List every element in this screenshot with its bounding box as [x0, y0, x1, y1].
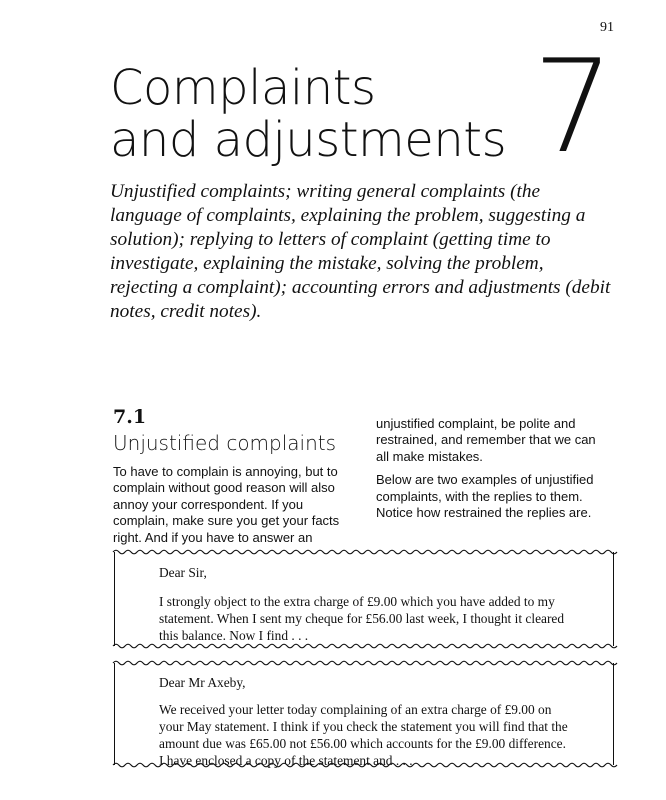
- section-paragraph-left: To have to complain is annoying, but to complain without good reason will also annoy your correspondent. If you complain, make sure you get your facts right. And if you have to answer an: [113, 464, 340, 545]
- letter-greeting: Dear Mr Axeby,: [159, 675, 246, 690]
- letter-body: I strongly object to the extra charge of £9.00 which you have added to my statement. When I sent my cheque for £56.00 last week, I thought it cleared this balance. Now I find . . .: [159, 594, 565, 643]
- page-number: 91: [600, 20, 614, 35]
- chapter-number: 7: [532, 33, 614, 182]
- letter-excerpt-complaint: [114, 552, 614, 646]
- torn-edge-top: [113, 548, 615, 556]
- chapter-summary: Unjustified complaints; writing general complaints (the language of complaints, explaining the problem, suggesting a solution); replying to letters of complaint (getting time to investigate, explaining the mistake, solving the problem, rejecting a complaint); accounting errors and adjustments (debit notes, credit notes).: [110, 181, 611, 322]
- letter-excerpt-reply: [114, 663, 614, 768]
- section-column-right: [376, 416, 611, 521]
- letter-greeting: Dear Sir,: [159, 565, 207, 580]
- torn-edge-bottom: [113, 642, 615, 650]
- chapter-title-line-1: Complaints: [110, 60, 376, 116]
- section-paragraph-right-2: Below are two examples of unjustified complaints, with the replies to them. Notice how restrained the replies are.: [376, 472, 594, 521]
- section-number: 7.1: [113, 406, 147, 428]
- section-title: Unjustified complaints: [113, 431, 337, 455]
- chapter-title-line-2: and adjustments: [110, 112, 507, 168]
- torn-edge-bottom: [113, 761, 615, 769]
- section-paragraph-right-1: unjustified complaint, be polite and restrained, and remember that we can all make mistakes.: [376, 416, 596, 464]
- letter-body: We received your letter today complaining of an extra charge of £9.00 on your May statement. I think if you check the statement you will find that the amount due was £65.00 not £56.00 which accounts for the £9.00 difference. I have enclosed a copy of the statement and . . .: [159, 702, 568, 768]
- chapter-title: [110, 62, 530, 166]
- torn-edge-top: [113, 659, 615, 667]
